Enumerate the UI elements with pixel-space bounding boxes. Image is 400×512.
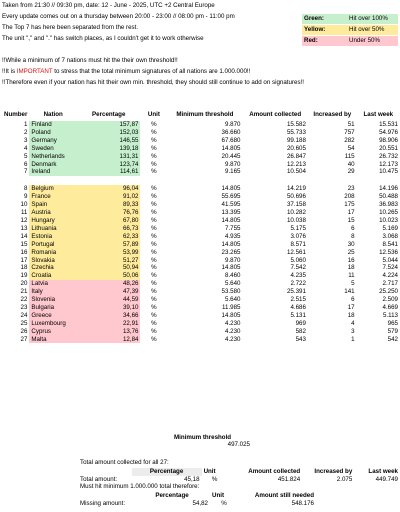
row-number: 13 — [20, 224, 28, 232]
row-number: 3 — [23, 136, 28, 144]
row-percentage: 91,02 — [77, 193, 140, 201]
row-increased-by: 115 — [344, 152, 355, 160]
total-h-amount: Amount collected — [248, 468, 301, 475]
row-number: 19 — [20, 272, 28, 280]
missing-label: Missing amount: — [80, 500, 126, 507]
table-row — [2, 257, 400, 265]
row-increased-by: 17 — [347, 303, 355, 311]
row-last-week: 8.541 — [382, 240, 398, 248]
row-nation: Latvia — [29, 280, 77, 288]
table-row — [2, 225, 400, 233]
row-min-threshold: 20.445 — [221, 152, 241, 160]
row-amount-collected: 99.188 — [286, 136, 306, 144]
row-nation: Hungary — [29, 217, 77, 225]
row-nation: Denmark — [29, 161, 77, 169]
table-row — [2, 280, 400, 288]
row-increased-by: 15 — [347, 216, 355, 224]
table-row — [2, 328, 400, 336]
row-amount-collected: 2.515 — [290, 296, 306, 304]
table-row — [2, 336, 400, 344]
row-unit: % — [151, 201, 157, 209]
row-min-threshold: 23.265 — [221, 248, 241, 256]
row-percentage: 47,39 — [77, 288, 140, 296]
note-2 — [2, 68, 250, 76]
row-number: 5 — [23, 152, 28, 160]
row-amount-collected: 50.696 — [286, 193, 306, 201]
row-nation: Finland — [29, 121, 77, 129]
legend-red-text: Under 50% — [347, 36, 398, 46]
row-last-week: 5.113 — [382, 311, 398, 319]
row-increased-by: 1 — [351, 335, 355, 343]
row-min-threshold: 67.680 — [221, 136, 241, 144]
row-percentage: 66,73 — [77, 225, 140, 233]
missing-h-unit: Unit — [212, 492, 225, 499]
missing-h-percentage: Percentage — [155, 492, 189, 499]
table-row — [2, 296, 400, 304]
row-percentage: 76,76 — [77, 209, 140, 217]
col-percentage: Percentage — [92, 111, 126, 119]
row-min-threshold: 55.695 — [221, 193, 241, 201]
legend-green-label: Green: — [302, 14, 347, 24]
note-2-important: IMPORTANT — [16, 68, 53, 75]
row-percentage: 146,55 — [77, 137, 140, 145]
row-last-week: 25.250 — [379, 288, 398, 296]
table-row — [2, 241, 400, 249]
row-unit: % — [151, 256, 157, 264]
row-unit: % — [151, 193, 157, 201]
total-increased: 2.075 — [336, 476, 353, 483]
missing-h-needed: Amount still needed — [254, 492, 314, 499]
row-amount-collected: 8.571 — [290, 240, 306, 248]
row-percentage: 50,06 — [77, 272, 140, 280]
row-amount-collected: 10.282 — [286, 209, 306, 217]
row-increased-by: 25 — [347, 248, 355, 256]
row-percentage: 22,91 — [77, 320, 140, 328]
row-min-threshold: 9.165 — [225, 168, 241, 176]
total-h-percentage: Percentage — [132, 468, 202, 476]
row-number: 26 — [20, 327, 28, 335]
row-amount-collected: 26.847 — [286, 152, 306, 160]
row-increased-by: 175 — [344, 201, 355, 209]
row-unit: % — [151, 152, 157, 160]
row-unit: % — [151, 216, 157, 224]
row-increased-by: 4 — [351, 319, 355, 327]
row-nation: Bulgaria — [29, 304, 77, 312]
row-percentage: 114,61 — [77, 168, 140, 176]
row-nation: Poland — [29, 129, 77, 137]
row-amount-collected: 4.686 — [290, 303, 306, 311]
row-nation: Cyprus — [29, 328, 77, 336]
row-increased-by: 282 — [344, 136, 355, 144]
row-unit: % — [151, 128, 157, 136]
row-percentage: 44,59 — [77, 296, 140, 304]
row-percentage: 131,31 — [77, 153, 140, 161]
row-nation: Portugal — [29, 241, 77, 249]
row-amount-collected: 5.060 — [290, 256, 306, 264]
row-number: 24 — [20, 311, 28, 319]
col-last-week: Last week — [363, 111, 394, 119]
row-last-week: 10.475 — [379, 168, 398, 176]
row-number: 23 — [20, 303, 28, 311]
row-min-threshold: 14.805 — [221, 144, 241, 152]
row-increased-by: 757 — [344, 128, 355, 136]
table-row — [2, 193, 400, 201]
row-increased-by: 6 — [351, 296, 355, 304]
row-percentage: 12,84 — [77, 336, 140, 344]
row-increased-by: 18 — [347, 264, 355, 272]
table-row — [2, 137, 400, 145]
row-last-week: 579 — [387, 327, 398, 335]
row-last-week: 5.044 — [382, 256, 398, 264]
row-increased-by: 5 — [351, 280, 355, 288]
row-amount-collected: 2.722 — [290, 280, 306, 288]
row-number: 22 — [20, 296, 28, 304]
nations-table — [2, 109, 400, 343]
row-last-week: 10.265 — [379, 209, 398, 217]
legend-red — [302, 36, 398, 46]
row-unit: % — [151, 264, 157, 272]
must-title: Must hit minimum 1.000.000 total therefore: — [80, 483, 200, 490]
header-line-4: The unit "," and "." has switch places, as I couldn't get it to work otherwise — [2, 35, 204, 42]
row-last-week: 54.976 — [379, 128, 398, 136]
col-nation: Nation — [43, 111, 63, 119]
color-legend — [302, 14, 398, 47]
table-row — [2, 129, 400, 137]
row-percentage: 57,89 — [77, 241, 140, 249]
total-h-increased: Increased by — [314, 468, 353, 475]
row-unit: % — [151, 272, 157, 280]
row-amount-collected: 7.542 — [290, 264, 306, 272]
row-min-threshold: 14.805 — [221, 311, 241, 319]
row-amount-collected: 10.504 — [286, 168, 306, 176]
missing-unit: % — [221, 500, 227, 507]
row-unit: % — [151, 327, 157, 335]
row-unit: % — [151, 144, 157, 152]
col-min-threshold: Minimum threshold — [176, 111, 234, 119]
table-row — [2, 264, 400, 272]
note-1: !!While a minimum of 7 nations must hit the their own threshold!! — [2, 57, 178, 64]
row-min-threshold: 4.230 — [225, 327, 241, 335]
row-unit: % — [151, 185, 157, 193]
row-percentage: 53,99 — [77, 249, 140, 257]
row-increased-by: 23 — [347, 185, 355, 193]
row-min-threshold: 4.230 — [225, 319, 241, 327]
row-last-week: 542 — [387, 335, 398, 343]
row-increased-by: 8 — [351, 232, 355, 240]
row-amount-collected: 10.038 — [286, 216, 306, 224]
total-unit: % — [211, 476, 218, 483]
min-threshold-block — [174, 434, 250, 448]
table-row — [2, 168, 400, 176]
header-line-1: Taken from 21:30 // 09:30 pm, date: 12 - June - 2025, UTC +2 Central Europe — [2, 2, 215, 9]
note-2-post: to stress that the total minimum signatures of all nations are 1.000.000!! — [52, 68, 251, 75]
row-nation: Lithuania — [29, 225, 77, 233]
row-number: 1 — [23, 121, 28, 128]
row-nation: Sweden — [29, 145, 77, 153]
row-amount-collected: 15.582 — [286, 121, 306, 128]
row-min-threshold: 9.870 — [225, 256, 241, 264]
row-last-week: 26.732 — [379, 152, 398, 160]
table-row — [2, 145, 400, 153]
row-amount-collected: 3.076 — [290, 232, 306, 240]
row-unit: % — [151, 168, 157, 176]
min-threshold-label: Minimum threshold — [174, 434, 232, 441]
row-number: 14 — [20, 232, 28, 240]
row-unit: % — [151, 232, 157, 240]
table-row — [2, 209, 400, 217]
row-increased-by: 17 — [347, 209, 355, 217]
row-nation: Malta — [29, 336, 77, 344]
legend-red-label: Red: — [302, 36, 347, 46]
row-number: 8 — [23, 185, 28, 193]
row-nation: Ireland — [29, 168, 77, 176]
row-min-threshold: 14.805 — [221, 185, 241, 193]
row-number: 7 — [23, 168, 28, 176]
note-3: !!Therefore even if your nation has hit their own min. threshold, they should still continue to add on signatures!! — [2, 79, 304, 86]
row-increased-by: 51 — [347, 121, 355, 128]
row-increased-by: 30 — [347, 240, 355, 248]
row-number: 27 — [20, 335, 28, 343]
min-threshold-total: 497.025 — [227, 441, 250, 448]
row-nation: France — [29, 193, 77, 201]
table-row — [2, 249, 400, 257]
legend-yellow — [302, 25, 398, 35]
row-amount-collected: 969 — [295, 319, 306, 327]
row-percentage: 48,26 — [77, 280, 140, 288]
row-amount-collected: 20.605 — [286, 144, 306, 152]
header-line-2: Every update comes out on a thursday between 20:00 - 23:00 // 08:00 pm - 11:00 pm — [2, 13, 235, 20]
row-nation: Belgium — [29, 185, 77, 193]
row-unit: % — [151, 335, 157, 343]
row-nation: Spain — [29, 201, 77, 209]
row-unit: % — [151, 160, 157, 168]
row-min-threshold: 7.755 — [225, 224, 241, 232]
row-unit: % — [151, 311, 157, 319]
row-nation: Germany — [29, 137, 77, 145]
row-last-week: 7.524 — [382, 264, 398, 272]
row-amount-collected: 14.219 — [286, 185, 306, 193]
row-nation: Slovakia — [29, 257, 77, 265]
row-last-week: 98.906 — [379, 136, 398, 144]
row-percentage: 62,33 — [77, 233, 140, 241]
row-number: 9 — [23, 193, 28, 201]
row-amount-collected: 55.733 — [286, 128, 306, 136]
row-increased-by: 29 — [347, 168, 355, 176]
missing-percentage: 54,82 — [192, 500, 208, 507]
row-percentage: 152,03 — [77, 129, 140, 137]
row-min-threshold: 13.395 — [221, 209, 241, 217]
row-increased-by: 18 — [347, 311, 355, 319]
row-increased-by: 208 — [344, 193, 355, 201]
row-number: 17 — [20, 256, 28, 264]
total-label: Total amount: — [80, 476, 118, 483]
table-row — [2, 312, 400, 320]
row-nation: Austria — [29, 209, 77, 217]
row-number: 21 — [20, 288, 28, 296]
row-percentage: 50,94 — [77, 264, 140, 272]
row-unit: % — [151, 121, 157, 128]
row-amount-collected: 5.175 — [290, 224, 306, 232]
row-number: 10 — [20, 201, 28, 209]
row-min-threshold: 4.230 — [225, 335, 241, 343]
row-percentage: 157,87 — [77, 121, 140, 129]
row-percentage: 89,33 — [77, 201, 140, 209]
row-min-threshold: 9.870 — [225, 160, 241, 168]
row-increased-by: 3 — [351, 327, 355, 335]
row-min-threshold: 14.805 — [221, 264, 241, 272]
row-percentage: 34,66 — [77, 312, 140, 320]
row-amount-collected: 12.213 — [286, 160, 306, 168]
total-title: Total amount collected for all 27: — [80, 459, 169, 466]
row-increased-by: 11 — [348, 272, 355, 280]
row-unit: % — [151, 303, 157, 311]
row-increased-by: 6 — [351, 224, 355, 232]
row-percentage: 13,76 — [77, 328, 140, 336]
row-unit: % — [151, 209, 157, 217]
legend-yellow-label: Yellow: — [302, 25, 347, 35]
missing-needed: 548.176 — [291, 500, 314, 507]
row-last-week: 3.068 — [382, 232, 398, 240]
row-last-week: 10.023 — [379, 216, 398, 224]
row-min-threshold: 11.985 — [222, 303, 241, 311]
total-h-unit: Unit — [203, 468, 216, 475]
row-last-week: 2.717 — [382, 280, 398, 288]
row-min-threshold: 14.805 — [221, 216, 241, 224]
row-number: 6 — [23, 160, 28, 168]
row-nation: Luxembourg — [29, 320, 77, 328]
table-row — [2, 233, 400, 241]
table-header — [2, 109, 400, 121]
row-nation: Greece — [29, 312, 77, 320]
row-amount-collected: 5.131 — [290, 311, 306, 319]
row-percentage: 139,18 — [77, 145, 140, 153]
row-percentage: 39,10 — [77, 304, 140, 312]
row-amount-collected: 4.235 — [290, 272, 306, 280]
table-row — [2, 161, 400, 169]
row-unit: % — [151, 288, 157, 296]
row-unit: % — [151, 136, 157, 144]
row-min-threshold: 53.580 — [221, 288, 241, 296]
row-min-threshold: 5.640 — [225, 280, 241, 288]
row-increased-by: 40 — [347, 160, 355, 168]
row-percentage: 123,74 — [77, 161, 140, 169]
row-number: 18 — [20, 264, 28, 272]
row-percentage: 96,04 — [77, 185, 140, 193]
table-row — [2, 185, 400, 193]
table-row — [2, 217, 400, 225]
row-number: 4 — [23, 144, 28, 152]
row-amount-collected: 582 — [295, 327, 306, 335]
row-number: 11 — [20, 209, 28, 217]
col-amount-collected: Amount collected — [249, 111, 302, 119]
col-unit: Unit — [147, 111, 160, 119]
row-increased-by: 16 — [347, 256, 355, 264]
row-nation: Czechia — [29, 264, 77, 272]
table-row — [2, 121, 400, 129]
legend-yellow-text: Hit over 50% — [347, 25, 398, 35]
row-percentage: 51,27 — [77, 257, 140, 265]
table-row — [2, 153, 400, 161]
row-number: 15 — [20, 240, 28, 248]
table-row — [2, 304, 400, 312]
table-row — [2, 320, 400, 328]
total-block — [2, 459, 400, 484]
row-min-threshold: 4.935 — [225, 232, 241, 240]
group-separator — [2, 176, 400, 185]
row-last-week: 14.196 — [379, 185, 398, 193]
row-unit: % — [151, 240, 157, 248]
legend-green-text: Hit over 100% — [347, 14, 398, 24]
col-increased-by: Increased by — [313, 111, 352, 119]
row-last-week: 12.173 — [379, 160, 398, 168]
row-unit: % — [151, 224, 157, 232]
row-unit: % — [151, 280, 157, 288]
row-min-threshold: 5.640 — [225, 296, 241, 304]
total-percentage: 45,18 — [184, 476, 200, 483]
missing-block — [2, 483, 316, 508]
row-nation: Croatia — [29, 272, 77, 280]
row-min-threshold: 14.805 — [221, 240, 241, 248]
row-last-week: 2.509 — [382, 296, 398, 304]
row-unit: % — [151, 319, 157, 327]
row-percentage: 67,80 — [77, 217, 140, 225]
row-amount-collected: 12.561 — [286, 248, 306, 256]
row-increased-by: 141 — [344, 288, 355, 296]
row-nation: Estonia — [29, 233, 77, 241]
total-amount: 451.824 — [277, 476, 301, 483]
row-last-week: 15.531 — [379, 121, 398, 128]
row-last-week: 20.551 — [379, 144, 398, 152]
row-unit: % — [151, 296, 157, 304]
row-last-week: 965 — [387, 319, 398, 327]
row-number: 2 — [23, 128, 28, 136]
row-last-week: 36.983 — [379, 201, 398, 209]
row-increased-by: 54 — [347, 144, 355, 152]
row-last-week: 5.169 — [382, 224, 398, 232]
legend-green — [302, 14, 398, 24]
row-amount-collected: 543 — [295, 335, 306, 343]
row-number: 25 — [20, 319, 28, 327]
row-number: 12 — [20, 216, 28, 224]
note-2-pre: !!It is — [2, 68, 17, 75]
table-row — [2, 288, 400, 296]
col-number: Number — [4, 111, 28, 119]
row-nation: Romania — [29, 249, 77, 257]
row-last-week: 4.669 — [382, 303, 398, 311]
row-nation: Netherlands — [29, 153, 77, 161]
table-row — [2, 272, 400, 280]
row-last-week: 50.488 — [379, 193, 398, 201]
row-nation: Slovenia — [29, 296, 77, 304]
row-last-week: 4.224 — [382, 272, 398, 280]
row-amount-collected: 37.158 — [286, 201, 306, 209]
row-nation: Italy — [29, 288, 77, 296]
row-number: 20 — [20, 280, 28, 288]
row-unit: % — [151, 248, 157, 256]
header-line-3: The Top 7 has here been separated from the rest. — [2, 24, 139, 31]
table-row — [2, 201, 400, 209]
row-min-threshold: 36.660 — [221, 128, 241, 136]
row-amount-collected: 25.391 — [286, 288, 306, 296]
row-number: 16 — [20, 248, 28, 256]
row-last-week: 12.536 — [379, 248, 398, 256]
total-h-last: Last week — [368, 468, 398, 475]
row-min-threshold: 8.460 — [225, 272, 241, 280]
row-min-threshold: 9.870 — [225, 121, 241, 128]
total-last: 449.749 — [375, 476, 398, 483]
row-min-threshold: 41.595 — [221, 201, 241, 209]
